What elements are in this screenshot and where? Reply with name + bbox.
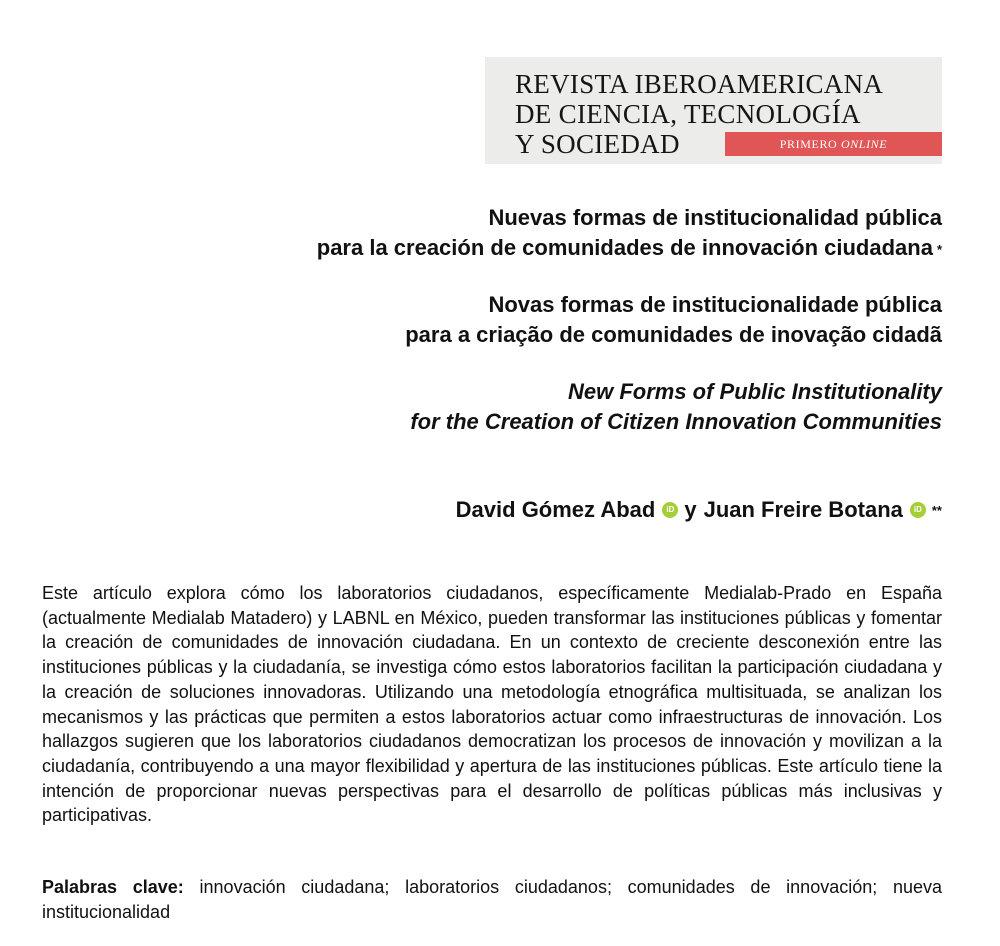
journal-name-line: Y SOCIEDAD xyxy=(515,129,680,159)
title-spanish xyxy=(317,203,942,263)
title-footnote-mark[interactable]: * xyxy=(936,242,942,257)
title-spanish-line-2-wrap xyxy=(317,233,942,263)
journal-name-line: DE CIENCIA, TECNOLOGÍA xyxy=(515,99,861,129)
author-footnote-mark[interactable]: ** xyxy=(931,503,942,518)
orcid-icon[interactable]: iD xyxy=(910,502,926,518)
badge-suffix: ONLINE xyxy=(840,137,888,151)
author-second: Juan Freire Botana xyxy=(703,497,903,522)
author-first: David Gómez Abad xyxy=(455,497,656,522)
title-spanish-line-1: Nuevas formas de institucionalidad pública xyxy=(488,205,942,230)
title-english-line-2: for the Creation of Citizen Innovation Communities xyxy=(410,409,942,434)
orcid-icon[interactable]: iD xyxy=(662,502,678,518)
author-line xyxy=(456,494,942,526)
title-english xyxy=(410,377,942,437)
keywords-text: innovación ciudadana; laboratorios ciudadanos; comunidades de innovación; nueva institucionalidad xyxy=(42,877,942,922)
title-spanish-line-2: para la creación de comunidades de innovación ciudadana xyxy=(316,235,933,260)
badge-prefix: PRIMERO xyxy=(779,137,838,151)
journal-banner xyxy=(485,57,942,164)
keywords xyxy=(42,875,942,924)
title-portuguese xyxy=(405,290,942,350)
abstract-text: Este artículo explora cómo los laboratorios ciudadanos, específicamente Medialab-Prado en España (actualmente Medialab Matadero) y LABNL en México, pueden transformar las instituciones públicas y fomentar la creación de comunidades de innovación ciudadana. En un contexto de creciente desconexión entre las instituciones públicas y la ciudadanía, se investiga cómo estos laboratorios facilitan la participación ciudadana y la creación de soluciones innovadoras. Utilizando una metodología etnográfica multisituada, se analizan los mecanismos y las prácticas que permiten a estos laboratorios actuar como infraestructuras de innovación. Los hallazgos sugieren que los laboratorios ciudadanos democratizan los procesos de innovación y movilizan a la ciudadanía, contribuyendo a una mayor flexibilidad y apertura de las instituciones públicas. Este artículo tiene la intención de proporcionar nuevas perspectivas para el desarrollo de políticas públicas más inclusivas y participativas. xyxy=(42,583,942,826)
title-portuguese-line-1: Novas formas de institucionalidade pública xyxy=(488,292,942,317)
title-english-line-1: New Forms of Public Institutionality xyxy=(567,379,942,404)
primero-online-badge xyxy=(725,132,942,156)
title-portuguese-line-2: para a criação de comunidades de inovação cidadã xyxy=(405,322,942,347)
author-connector: y xyxy=(684,497,697,522)
keywords-label: Palabras clave: xyxy=(42,877,184,897)
journal-name-line: REVISTA IBEROAMERICANA xyxy=(515,69,884,99)
